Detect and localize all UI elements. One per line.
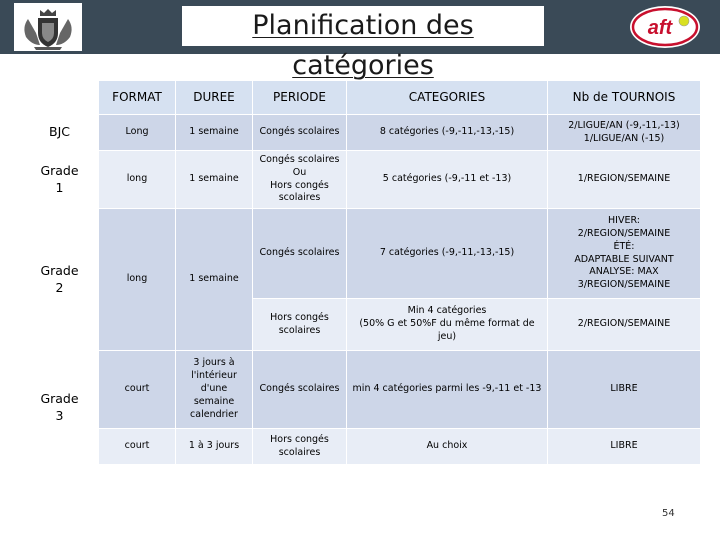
column-header-nb-tournois: Nb de TOURNOIS [548,81,701,115]
cell-duree: 1 à 3 jours [176,429,253,465]
cell-format: court [99,351,176,429]
cell-duree: 1 semaine [176,209,253,351]
table-row-grade1 [21,151,701,209]
column-header-periode: PERIODE [253,81,347,115]
header-bar [0,0,720,81]
table-row-bjc [21,115,701,151]
slide-title [182,6,544,81]
cell-categories: Min 4 catégories (50% G et 50%F du même format de jeu) [347,299,548,351]
table-row-grade3-a [21,351,701,429]
cell-periode: Hors congés scolaires [253,429,347,465]
cell-nb-tournois: LIBRE [548,429,701,465]
cell-periode: Congés scolaires [253,351,347,429]
cell-format: long [99,151,176,209]
aft-logo [628,4,702,50]
column-header-format: FORMAT [99,81,176,115]
cell-categories: 8 catégories (-9,-11,-13,-15) [347,115,548,151]
cell-categories: 5 catégories (-9,-11 et -13) [347,151,548,209]
cell-format: long [99,209,176,351]
cell-nb-tournois: 2/REGION/SEMAINE [548,299,701,351]
cell-periode: Congés scolaires [253,115,347,151]
grade-label-bjc: BJC [21,115,99,151]
cell-categories: min 4 catégories parmi les -9,-11 et -13 [347,351,548,429]
page-number: 54 [662,508,675,519]
cell-categories: Au choix [347,429,548,465]
cell-periode: Hors congés scolaires [253,299,347,351]
cell-periode: Congés scolaires [253,209,347,299]
table-row-grade3-b [21,429,701,465]
cell-nb-tournois: HIVER: 2/REGION/SEMAINE ÉTÉ: ADAPTABLE SUIVANT ANALYSE: MAX 3/REGION/SEMAINE [548,209,701,299]
cell-duree: 1 semaine [176,151,253,209]
cell-duree: 3 jours à l'intérieur d'une semaine calendrier [176,351,253,429]
categories-table [20,80,701,465]
cell-nb-tournois: 2/LIGUE/AN (-9,-11,-13) 1/LIGUE/AN (-15) [548,115,701,151]
cell-format: court [99,429,176,465]
crest-logo [14,3,82,51]
cell-format: Long [99,115,176,151]
column-header-duree: DUREE [176,81,253,115]
table-row-grade2-a [21,209,701,299]
aft-logo-text: aft [647,17,673,39]
grade-label-1: Grade 1 [21,151,99,209]
cell-duree: 1 semaine [176,115,253,151]
header-row [21,81,701,115]
grade-label-2: Grade 2 [21,209,99,351]
corner-cell [21,81,99,115]
cell-nb-tournois: LIBRE [548,351,701,429]
slide-title-text: Planification des catégories [252,10,474,81]
grade-label-3: Grade 3 [21,351,99,465]
column-header-categories: CATEGORIES [347,81,548,115]
cell-periode: Congés scolaires Ou Hors congés scolaires [253,151,347,209]
cell-nb-tournois: 1/REGION/SEMAINE [548,151,701,209]
cell-categories: 7 catégories (-9,-11,-13,-15) [347,209,548,299]
